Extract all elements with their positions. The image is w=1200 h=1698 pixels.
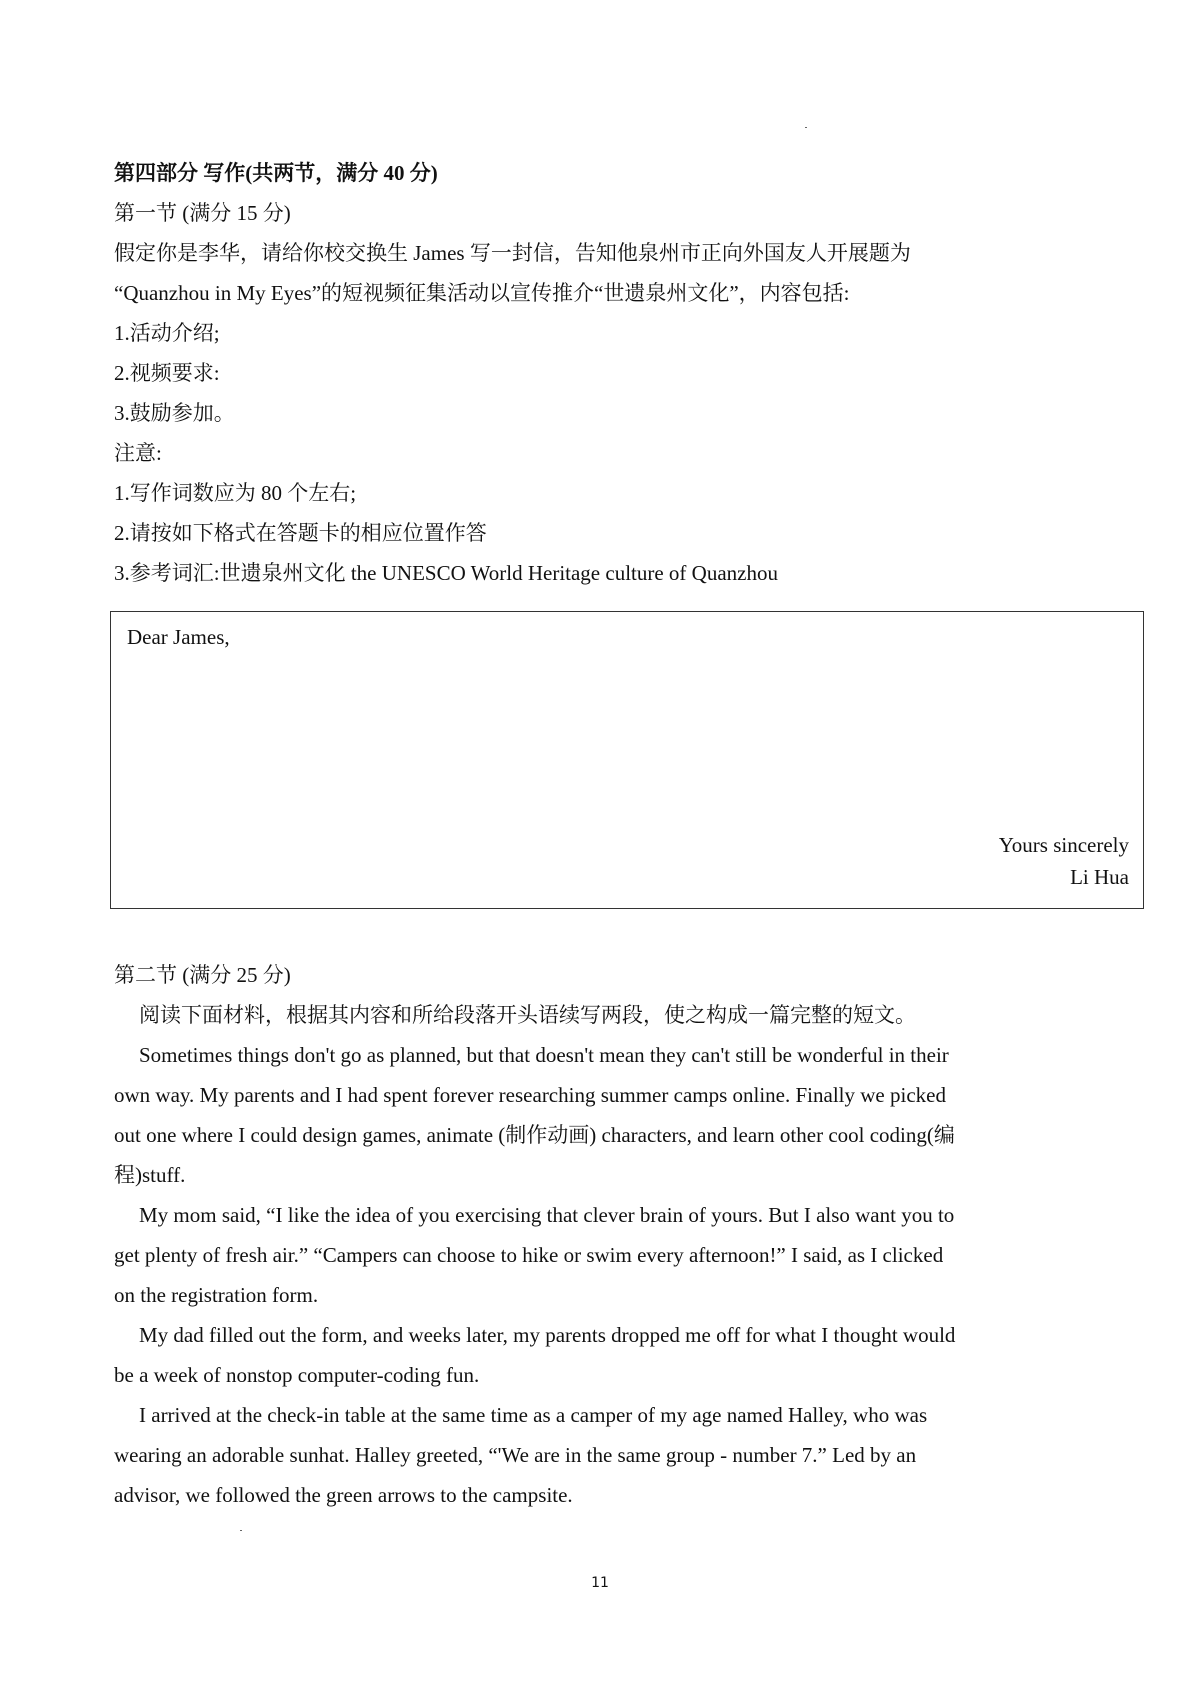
passage-line: I arrived at the check-in table at the same time as a camper of my age named Halley, who was — [139, 1403, 928, 1427]
section-heading: 第四部分 写作(共两节，满分 40 分) — [114, 161, 438, 185]
passage-line: wearing an adorable sunhat. Halley greeted, “'We are in the same group - number 7.” Led by an — [114, 1443, 917, 1467]
note-item: 1.写作词数应为 80 个左右; — [114, 481, 357, 505]
scan-speck — [240, 1530, 242, 1531]
passage-line: get plenty of fresh air.” “Campers can choose to hike or swim every afternoon!” I said, as I clicked — [114, 1243, 944, 1267]
scan-speck — [805, 127, 807, 128]
passage-line: 程)stuff. — [114, 1163, 186, 1187]
letter-signature: Li Hua — [1070, 865, 1129, 889]
passage-line: My mom said, “I like the idea of you exercising that clever brain of yours. But I also want you to — [139, 1203, 955, 1227]
letter-closing: Yours sincerely — [998, 833, 1129, 857]
notes-label: 注意: — [114, 441, 162, 465]
letter-greeting: Dear James, — [127, 625, 230, 649]
part1-prompt-line: 假定你是李华，请给你校交换生 James 写一封信，告知他泉州市正向外国友人开展题为 — [114, 241, 911, 265]
part1-prompt-line: “Quanzhou in My Eyes”的短视频征集活动以宣传推介“世遗泉州文化”，内容包括: — [114, 281, 850, 305]
part2-instruction: 阅读下面材料，根据其内容和所给段落开头语续写两段，使之构成一篇完整的短文。 — [139, 1003, 916, 1027]
passage-line: own way. My parents and I had spent forever researching summer camps online. Finally we picked — [114, 1083, 946, 1107]
part2-heading: 第二节 (满分 25 分) — [114, 963, 291, 987]
content-item: 2.视频要求: — [114, 361, 220, 385]
passage-line: Sometimes things don't go as planned, but that doesn't mean they can't still be wonderful in their — [139, 1043, 949, 1067]
passage-line: My dad filled out the form, and weeks later, my parents dropped me off for what I thought would — [139, 1323, 956, 1347]
passage-line: out one where I could design games, animate (制作动画) characters, and learn other cool coding(编 — [114, 1123, 955, 1147]
passage-line: be a week of nonstop computer-coding fun. — [114, 1363, 480, 1387]
passage-line: advisor, we followed the green arrows to the campsite. — [114, 1483, 573, 1507]
content-item: 1.活动介绍; — [114, 321, 220, 345]
part1-heading: 第一节 (满分 15 分) — [114, 201, 291, 225]
note-item: 3.参考词汇:世遗泉州文化 the UNESCO World Heritage culture of Quanzhou — [114, 561, 778, 585]
letter-answer-box — [110, 611, 1144, 909]
page-number: 11 — [591, 1575, 609, 1591]
content-item: 3.鼓励参加。 — [114, 401, 235, 425]
passage-line: on the registration form. — [114, 1283, 319, 1307]
note-item: 2.请按如下格式在答题卡的相应位置作答 — [114, 521, 487, 545]
